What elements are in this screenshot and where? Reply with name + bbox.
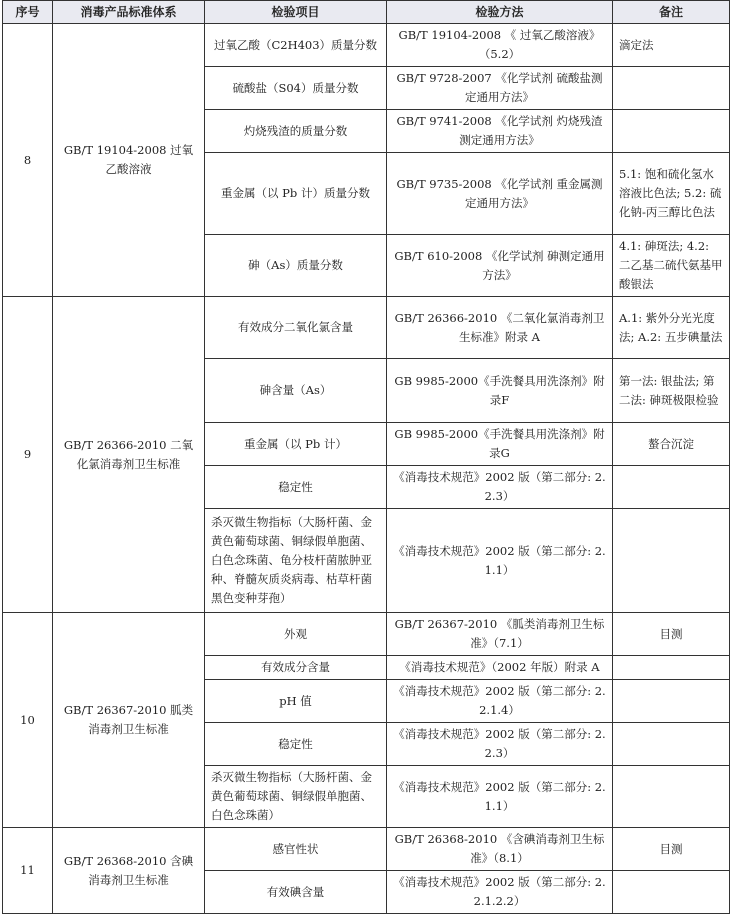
group-number: 10: [3, 613, 53, 828]
remark-cell: 4.1: 砷斑法; 4.2: 二乙基二硫代氨基甲酸银法: [613, 235, 730, 297]
standard-name: GB/T 26368-2010 含碘消毒剂卫生标准: [53, 828, 205, 914]
remark-cell: 5.1: 饱和硫化氢水溶液比色法; 5.2: 硫化钠-丙三醇比色法: [613, 153, 730, 235]
remark-cell: 螯合沉淀: [613, 423, 730, 466]
method-cell: 《消毒技术规范》2002 版（第二部分: 2.2.1.2.2）: [387, 871, 613, 914]
method-cell: GB/T 19104-2008 《 过氧乙酸溶液》（5.2）: [387, 24, 613, 67]
standard-name: GB/T 19104-2008 过氧乙酸溶液: [53, 24, 205, 297]
method-cell: GB/T 9741-2008 《化学试剂 灼烧残渣测定通用方法》: [387, 110, 613, 153]
table-row: [3, 24, 730, 67]
remark-cell: [613, 723, 730, 766]
header-row: [3, 1, 730, 24]
table-row: [3, 297, 730, 359]
item-cell: 感官性状: [205, 828, 387, 871]
header-method: 检验方法: [387, 1, 613, 24]
item-cell: 重金属（以 Pb 计）质量分数: [205, 153, 387, 235]
method-cell: GB 9985-2000《手洗餐具用洗涤剂》附录G: [387, 423, 613, 466]
remark-cell: A.1: 紫外分光光度法; A.2: 五步碘量法: [613, 297, 730, 359]
header-item: 检验项目: [205, 1, 387, 24]
remark-cell: [613, 466, 730, 509]
standard-name: GB/T 26366-2010 二氧化氯消毒剂卫生标准: [53, 297, 205, 613]
standard-name: GB/T 26367-2010 胍类消毒剂卫生标准: [53, 613, 205, 828]
remark-cell: [613, 67, 730, 110]
remark-cell: [613, 509, 730, 613]
group-number: 8: [3, 24, 53, 297]
group-number: 11: [3, 828, 53, 914]
method-cell: 《消毒技术规范》2002 版（第二部分: 2.2.3）: [387, 723, 613, 766]
header-no: 序号: [3, 1, 53, 24]
remark-cell: [613, 766, 730, 828]
item-cell: 砷（As）质量分数: [205, 235, 387, 297]
method-cell: 《消毒技术规范》（2002 年版）附录 A: [387, 656, 613, 680]
remark-cell: 目测: [613, 613, 730, 656]
method-cell: 《消毒技术规范》2002 版（第二部分: 2.1.1）: [387, 766, 613, 828]
item-cell: 重金属（以 Pb 计）: [205, 423, 387, 466]
method-cell: GB/T 9735-2008 《化学试剂 重金属测定通用方法》: [387, 153, 613, 235]
table-row: [3, 613, 730, 656]
item-cell: 硫酸盐（S04）质量分数: [205, 67, 387, 110]
item-cell: 稳定性: [205, 466, 387, 509]
item-cell: 有效碘含量: [205, 871, 387, 914]
table-row: [3, 828, 730, 871]
item-cell: 杀灭微生物指标（大肠杆菌、金黄色葡萄球菌、铜绿假单胞菌、白色念珠菌、龟分枝杆菌脓肿亚种、脊髓灰质炎病毒、枯草杆菌黑色变种芽孢）: [205, 509, 387, 613]
method-cell: GB/T 26366-2010 《二氧化氯消毒剂卫生标准》附录 A: [387, 297, 613, 359]
header-remark: 备注: [613, 1, 730, 24]
item-cell: 外观: [205, 613, 387, 656]
item-cell: 有效成分含量: [205, 656, 387, 680]
remark-cell: 滴定法: [613, 24, 730, 67]
item-cell: 稳定性: [205, 723, 387, 766]
item-cell: 过氧乙酸（C2H403）质量分数: [205, 24, 387, 67]
remark-cell: 目测: [613, 828, 730, 871]
method-cell: GB/T 9728-2007 《化学试剂 硫酸盐测定通用方法》: [387, 67, 613, 110]
remark-cell: [613, 871, 730, 914]
method-cell: GB/T 26368-2010 《含碘消毒剂卫生标准》（8.1）: [387, 828, 613, 871]
remark-cell: [613, 680, 730, 723]
method-cell: GB 9985-2000《手洗餐具用洗涤剂》附录F: [387, 359, 613, 423]
item-cell: pH 值: [205, 680, 387, 723]
group-number: 9: [3, 297, 53, 613]
remark-cell: 第一法: 银盐法; 第二法: 砷斑极限检验: [613, 359, 730, 423]
inspection-table: [2, 0, 730, 914]
method-cell: GB/T 26367-2010 《胍类消毒剂卫生标准》（7.1）: [387, 613, 613, 656]
method-cell: 《消毒技术规范》2002 版（第二部分: 2.2.1.4）: [387, 680, 613, 723]
remark-cell: [613, 110, 730, 153]
item-cell: 灼烧残渣的质量分数: [205, 110, 387, 153]
header-standard: 消毒产品标准体系: [53, 1, 205, 24]
item-cell: 杀灭微生物指标（大肠杆菌、金黄色葡萄球菌、铜绿假单胞菌、白色念珠菌）: [205, 766, 387, 828]
method-cell: GB/T 610-2008 《化学试剂 砷测定通用方法》: [387, 235, 613, 297]
method-cell: 《消毒技术规范》2002 版（第二部分: 2.1.1）: [387, 509, 613, 613]
item-cell: 砷含量（As）: [205, 359, 387, 423]
item-cell: 有效成分二氧化氯含量: [205, 297, 387, 359]
remark-cell: [613, 656, 730, 680]
method-cell: 《消毒技术规范》2002 版（第二部分: 2.2.3）: [387, 466, 613, 509]
